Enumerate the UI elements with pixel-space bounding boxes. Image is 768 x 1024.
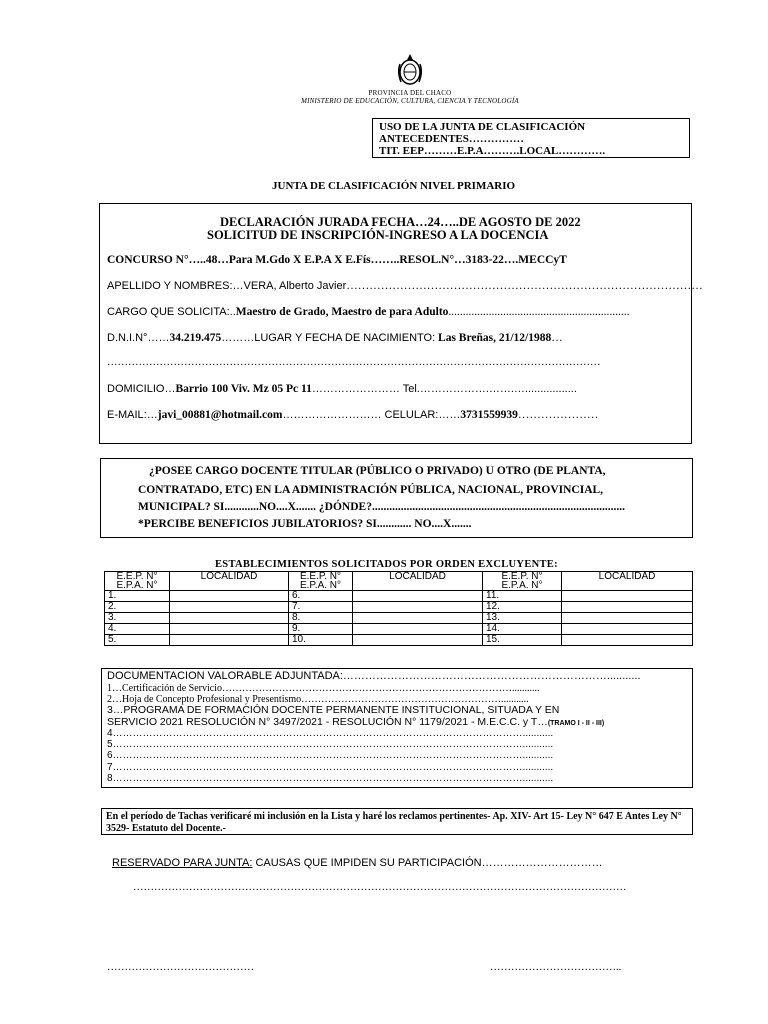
celular-label: ……………………… CELULAR:…… (282, 409, 461, 421)
cell-num[interactable]: 8. (289, 613, 353, 624)
uso-line-3: TIT. EEP………E.P.A……….LOCAL…………. (379, 145, 606, 157)
cell-num[interactable]: 1. (105, 591, 170, 602)
cargo-row (107, 306, 630, 318)
cell-localidad[interactable] (353, 591, 483, 602)
doc-item-3b[interactable]: SERVICIO 2021 RESOLUCIÓN N° 3497/2021 - RESOLUCIÓN N° 1179/2021 - M.E.C.C. y T…(TRAMO I - II - III) (107, 716, 605, 728)
cell-localidad[interactable] (170, 591, 289, 602)
doc-item-8[interactable]: 8……………………………………………………………………………………………………………........... (107, 773, 554, 784)
table-row (105, 624, 693, 635)
cell-localidad[interactable] (353, 602, 483, 613)
cell-localidad[interactable] (562, 602, 693, 613)
email-row (107, 409, 598, 421)
documentacion-title: DOCUMENTACION VALORABLE ADJUNTADA:………………………………………………………………........... (107, 670, 641, 682)
col-eep-epa-1: E.E.P. N° E.P.A. N° (105, 572, 170, 591)
establecimientos-table (104, 571, 693, 646)
cell-num[interactable]: 11. (483, 591, 562, 602)
question-line-4[interactable]: *PERCIBE BENEFICIOS JUBILATORIOS? SI............ NO....X....... (138, 518, 472, 530)
cell-num[interactable]: 5. (105, 635, 170, 646)
cell-num[interactable]: 10. (289, 635, 353, 646)
nacimiento-dots: … (551, 332, 563, 344)
cell-num[interactable]: 13. (483, 613, 562, 624)
celular-value[interactable]: 3731559939 (460, 409, 518, 421)
col-localidad-2: LOCALIDAD (353, 572, 483, 591)
nacimiento-label: ………LUGAR Y FECHA DE NACIMIENTO: (221, 332, 436, 344)
doc-item-3a[interactable]: 3…PROGRAMA DE FORMACIÓN DOCENTE PERMANENTE INSTITUCIONAL, SITUADA Y EN (107, 704, 560, 716)
doc-item-5[interactable]: 5……………………………………………………………………………………………………………........... (107, 739, 554, 750)
cell-num[interactable]: 14. (483, 624, 562, 635)
domicilio-label: DOMICILIO… (107, 383, 176, 395)
doc-item-1[interactable]: 1…Certificación de Servicio……………………………………………………………………………........... (107, 683, 540, 694)
table-row (105, 602, 693, 613)
reservado-label: RESERVADO PARA JUNTA: (112, 857, 253, 869)
domicilio-row (107, 383, 577, 395)
signature-line-left[interactable]: …………………………………… (107, 962, 254, 973)
dni-value[interactable]: 34.219.475 (169, 332, 222, 344)
tramo-note: (TRAMO I - II - III) (547, 720, 605, 727)
cell-num[interactable]: 2. (105, 602, 170, 613)
ministry-name: MINISTERIO DE EDUCACIÓN, CULTURA, CIENCIA Y TECNOLOGÍA (301, 97, 519, 105)
apellido-value[interactable]: VERA, Alberto Javier (243, 280, 347, 292)
blank-dotted-line: …………………………………………………………………………………………………………………………… (107, 357, 601, 368)
cell-localidad[interactable] (353, 635, 483, 646)
celular-dots: ………………… (517, 409, 599, 421)
cell-localidad[interactable] (562, 591, 693, 602)
documentacion-box (101, 668, 693, 788)
reservado-row (112, 857, 603, 869)
email-label: E-MAIL:… (107, 409, 158, 421)
uso-line-2: ANTECEDENTES…………… (379, 133, 524, 145)
cargo-label: CARGO QUE SOLICITA:.. (107, 306, 236, 318)
province-name: PROVINCIA DEL CHACO (368, 89, 452, 97)
cell-num[interactable]: 6. (289, 591, 353, 602)
cell-localidad[interactable] (562, 624, 693, 635)
uso-line-1: USO DE LA JUNTA DE CLASIFICACIÓN (379, 121, 586, 133)
question-line-2: CONTRATADO, ETC) EN LA ADMINISTRACIÓN PÚBLICA, NACIONAL, PROVINCIAL, (138, 484, 604, 496)
cell-localidad[interactable] (170, 624, 289, 635)
col-localidad-3: LOCALIDAD (562, 572, 693, 591)
cell-num[interactable]: 3. (105, 613, 170, 624)
cell-localidad[interactable] (170, 613, 289, 624)
cell-localidad[interactable] (353, 613, 483, 624)
dni-label: D.N.I.N°…… (107, 332, 170, 344)
cell-num[interactable]: 4. (105, 624, 170, 635)
cell-num[interactable]: 12. (483, 602, 562, 613)
cell-localidad[interactable] (170, 635, 289, 646)
uso-junta-box (372, 118, 690, 158)
col-localidad-1: LOCALIDAD (170, 572, 289, 591)
concurso-line: CONCURSO N°…..48…Para M.Gdo X E.P.A X E.Fís……..RESOL.N°…3183-22….MECCyT (107, 254, 567, 266)
inscription-form (99, 203, 703, 444)
apellido-row (107, 280, 703, 292)
cell-localidad[interactable] (562, 613, 693, 624)
table-row (105, 613, 693, 624)
domicilio-value[interactable]: Barrio 100 Viv. Mz 05 Pc 11 (175, 383, 312, 395)
cell-localidad[interactable] (170, 602, 289, 613)
signature-line-right[interactable]: ……………………………….. (490, 962, 622, 973)
doc-item-7[interactable]: 7……………………………………………………………………………………………………………........... (107, 762, 554, 773)
cell-localidad[interactable] (562, 635, 693, 646)
cell-num[interactable]: 15. (483, 635, 562, 646)
declaracion-line: DECLARACIÓN JURADA FECHA…24…..DE AGOSTO DE 2022 (220, 215, 581, 229)
reservado-text: CAUSAS QUE IMPIDEN SU PARTICIPACIÓN…………………………… (252, 857, 603, 869)
telefono-field[interactable]: …………………… Tel.……………….…….…................. (311, 383, 577, 395)
cell-num[interactable]: 9. (289, 624, 353, 635)
col-eep-epa-3: E.E.P. N° E.P.A. N° (483, 572, 562, 591)
table-row (105, 635, 693, 646)
question-line-1: ¿POSEE CARGO DOCENTE TITULAR (PÚBLICO O PRIVADO) U OTRO (DE PLANTA, (149, 465, 606, 477)
cargo-value[interactable]: Maestro de Grado, Maestro de para Adulto (235, 306, 449, 318)
table-header-row (105, 572, 693, 591)
junta-title: JUNTA DE CLASIFICACIÓN NIVEL PRIMARIO (272, 180, 516, 192)
apellido-dots: ………………………………………………………………………………… (346, 280, 703, 292)
col-eep-epa-2: E.E.P. N° E.P.A. N° (289, 572, 353, 591)
tachas-notice: En el período de Tachas verificaré mi inclusión en la Lista y haré los reclamos pertinentes- Ap. XIV- Art 15- Ley N° 647 E Antes Ley N° 3529- Estatuto del Docente.- (101, 808, 693, 835)
email-value[interactable]: javi_00881@hotmail.com (157, 409, 283, 421)
cargo-dots: ............................................................... (448, 306, 630, 318)
doc-item-4[interactable]: 4……………………………………………………………………………………………………………........... (107, 728, 554, 739)
dni-row (107, 332, 563, 344)
nacimiento-value[interactable]: Las Breñas, 21/12/1988 (438, 332, 552, 344)
question-line-3[interactable]: MUNICIPAL? SI............NO....X....... ¿DÓNDE?........................................................................................ (138, 501, 625, 513)
doc-item-2[interactable]: 2…Hoja de Concepto Profesional y Presentismo……………………………………………………........... (107, 694, 529, 705)
table-row (105, 591, 693, 602)
cargo-question-box (100, 458, 693, 538)
apellido-label: APELLIDO Y NOMBRES:… (107, 280, 244, 292)
solicitud-line: SOLICITUD DE INSCRIPCIÓN-INGRESO A LA DOCENCIA (207, 228, 549, 242)
provincial-seal (395, 52, 425, 88)
reservado-dots: …………………………………………………………………………………………………………………………… (133, 882, 627, 893)
cell-localidad[interactable] (353, 624, 483, 635)
cell-num[interactable]: 7. (289, 602, 353, 613)
doc-item-6[interactable]: 6……………………………………………………………………………………………………………........... (107, 750, 554, 761)
establecimientos-title: ESTABLECIMIENTOS SOLICITADOS POR ORDEN EXCLUYENTE: (215, 559, 558, 570)
